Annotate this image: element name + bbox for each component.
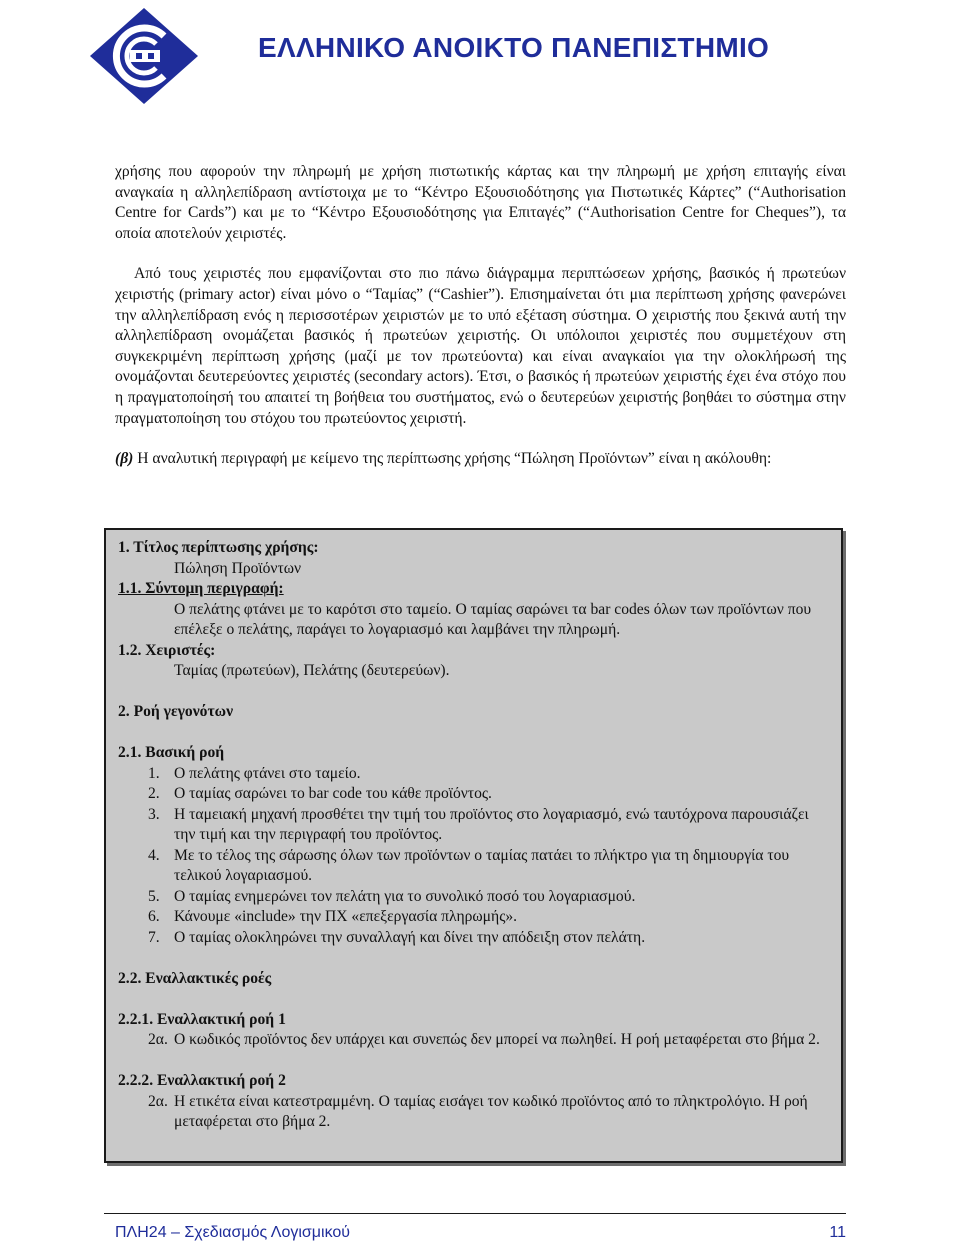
list-item [118, 784, 829, 805]
step-number: 2α. [148, 1092, 168, 1110]
flow-heading: 2. Ροή γεγονότων [118, 703, 234, 720]
use-case-description-box [104, 528, 843, 1163]
label-b: (β) [115, 450, 134, 468]
alt-flows-heading: 2.2. Εναλλακτικές ροές [118, 969, 272, 987]
basic-flow-list [118, 764, 829, 949]
basic-flow-heading: 2.1. Βασική ροή [118, 744, 225, 761]
paragraph-actors-intro: χρήσης που αφορούν την πληρωμή με χρήση πιστωτικής κάρτας και την πληρωμή με χρήση επιταγής είναι αναγκαία η αλληλεπίδραση αντίστοιχα με το “Κέντρο Εξουσιοδότησης για Πιστωτικές Κάρτες” (“Authorisation Centre for Cards”) και με το “Κέντρο Εξουσιοδότησης για Επιταγές” (“Authorisation Centre for Cheques”), τα οποία αποτελούν χειριστές. [115, 163, 846, 242]
step-number: 4. [148, 846, 160, 864]
step-text: Ο ταμίας ενημερώνει τον πελάτη για το συνολικό ποσό του λογαριασμού. [174, 887, 636, 905]
step-text: Κάνουμε «include» την ΠΧ «επεξεργασία πληρωμής». [174, 908, 518, 925]
alt-flow-2-step [118, 1092, 829, 1133]
step-number: 7. [148, 928, 160, 946]
step-number: 2α. [148, 1031, 168, 1048]
alt-flow-1-heading: 2.2.1. Εναλλακτική ροή 1 [118, 1010, 286, 1028]
summary-heading: 1.1. Σύντομη περιγραφή: [118, 580, 284, 597]
alt-flow-2-heading: 2.2.2. Εναλλακτική ροή 2 [118, 1072, 286, 1089]
step-number: 6. [148, 908, 160, 925]
step-text: Ο πελάτης φτάνει στο ταμείο. [174, 764, 361, 782]
footer-divider [104, 1213, 846, 1214]
list-item [118, 805, 829, 846]
page-header [0, 0, 960, 112]
list-item [118, 846, 829, 887]
footer-course-title: ΠΛΗ24 – Σχεδιασμός Λογισμικού [115, 1224, 351, 1241]
list-item [118, 907, 829, 928]
list-item [118, 928, 829, 949]
list-item [118, 887, 829, 908]
step-number: 1. [148, 764, 160, 782]
university-title: ΕΛΛΗΝΙΚΟ ΑΝΟΙΚΤΟ ΠΑΝΕΠΙΣΤΗΜΙΟ [258, 32, 770, 63]
step-text: Η ταμειακή μηχανή προσθέτει την τιμή του προϊόντος στο λογαριασμό, ενώ ταυτόχρονα παρουσιάζει την τιμή και την περιγραφή του προϊόντος. [174, 805, 809, 843]
step-text: Ο κωδικός προϊόντος δεν υπάρχει και συνεπώς δεν μπορεί να πωληθεί. Η ροή μεταφέρεται στο βήμα 2. [174, 1031, 820, 1048]
page-number: 11 [829, 1224, 846, 1241]
paragraph-description-text: Η αναλυτική περιγραφή με κείμενο της περίπτωσης χρήσης “Πώληση Προϊόντων” είναι η ακόλουθη: [133, 450, 772, 468]
actors-heading: 1.2. Χειριστές: [118, 641, 216, 659]
university-logo-icon [88, 6, 200, 106]
summary-value: Ο πελάτης φτάνει με το καρότσι στο ταμείο. Ο ταμίας σαρώνει τα bar codes όλων των προϊόντων που επέλεξε ο πελάτης, παράγει το λογαριασμό και λαμβάνει την πληρωμή. [174, 600, 812, 638]
title-heading: 1. Τίτλος περίπτωσης χρήσης: [118, 539, 319, 556]
step-text: Η ετικέτα είναι κατεστραμμένη. Ο ταμίας εισάγει τον κωδικό προϊόντος από το πληκτρολόγιο. Η ροή μεταφέρεται στο βήμα 2. [174, 1092, 808, 1130]
actors-value: Ταμίας (πρωτεύων), Πελάτης (δευτερεύων). [174, 662, 450, 679]
title-value: Πώληση Προϊόντων [174, 559, 302, 577]
paragraph-primary-actor: Από τους χειριστές που εμφανίζονται στο πιο πάνω διάγραμμα περιπτώσεων χρήσης, βασικός ή πρωτεύων χειριστής (primary actor) είναι μόνο ο “Ταμίας” (“Cashier”). Επισημαίνεται ότι μια περίπτωση χρήσης φανερώνει την αλληλεπίδραση ενός η περισσοτέρων χειριστών με το υπό εξέταση σύστημα. Ο χειριστής που ξεκινά αυτή την αλληλεπίδραση ονομάζεται βασικός ή πρωτεύων χειριστής. Οι υπόλοιποι χειριστές που συμμετέχουν στη συγκεκριμένη περίπτωση χρήσης (μαζί με τον πρωτεύοντα) και είναι αναγκαίοι για την ολοκλήρωσή της ονομάζονται δευτερεύοντες χειριστές (secondary actors). Έτσι, ο βασικός ή πρωτεύων χειριστής έχει ένα στόχο που η πραγματοποίησή του απαιτεί τη βοήθεια του συστήματος, ενώ ο δευτερεύων χειριστής βοηθάει το σύστημα στην πραγματοποίηση του στόχου του πρωτεύοντος χειριστή. [115, 265, 846, 427]
alt-flow-1-step [118, 1030, 829, 1051]
step-text: Με το τέλος της σάρωσης όλων των προϊόντων ο ταμίας πατάει το πλήκτρο για τη δημιουργία του τελικού λογαριασμού. [174, 846, 790, 884]
step-number: 2. [148, 785, 160, 802]
step-text: Ο ταμίας σαρώνει το bar code του κάθε προϊόντος. [174, 785, 492, 802]
step-number: 5. [148, 887, 160, 905]
paragraph-description-intro [115, 449, 846, 470]
main-text [115, 162, 846, 470]
step-text: Ο ταμίας ολοκληρώνει την συναλλαγή και δίνει την απόδειξη στον πελάτη. [174, 928, 646, 946]
step-number: 3. [148, 805, 160, 823]
list-item [118, 764, 829, 785]
